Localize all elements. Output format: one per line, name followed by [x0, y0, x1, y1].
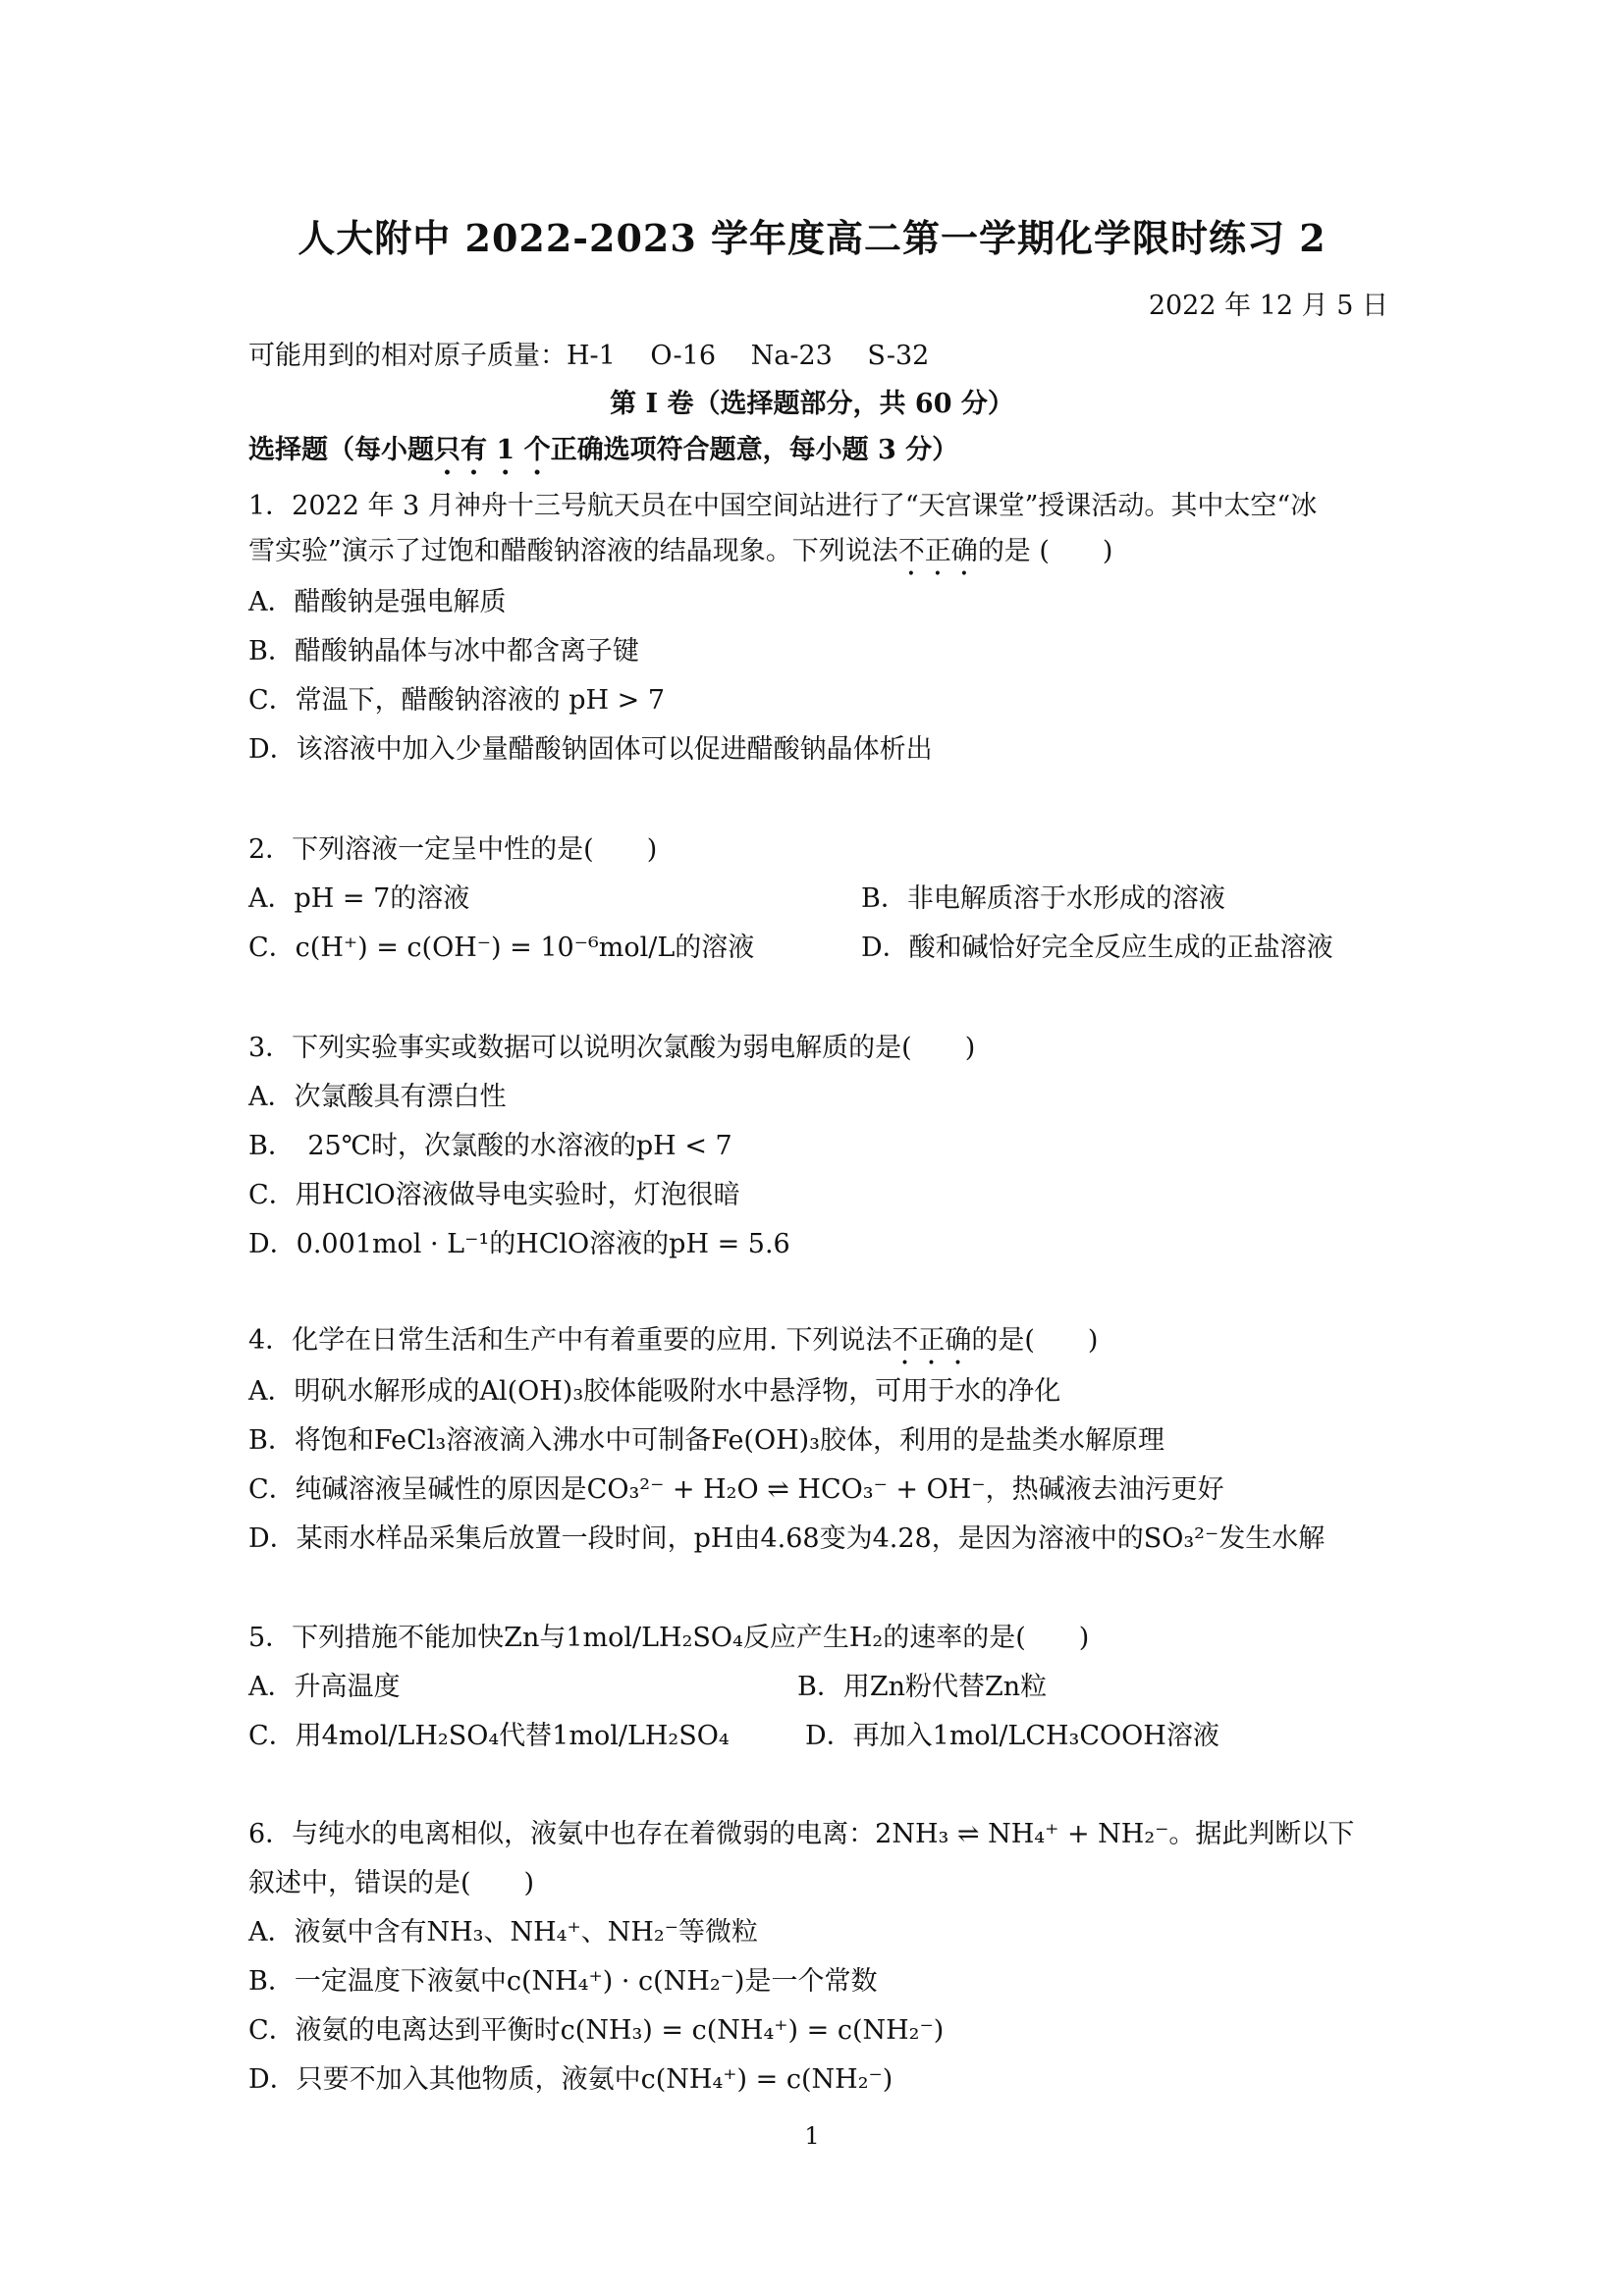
exam-title: 人大附中 2022-2023 学年度高二第一学期化学限时练习 2 [298, 216, 1326, 260]
exam-date: 2022 年 12 月 5 日 [1148, 291, 1388, 321]
instruction-post: 正确选项符合题意，每小题 3 分） [550, 435, 959, 465]
instruction-emph: 只有 1 个 [434, 435, 551, 465]
question-6-option-b: B．一定温度下液氨中c(NH₄⁺) · c(NH₂⁻)是一个常数 [248, 1966, 878, 1997]
question-2-line-1: 2．下列溶液一定呈中性的是( ) [248, 834, 658, 865]
question-3-option-c: C．用HClO溶液做导电实验时，灯泡很暗 [248, 1180, 740, 1210]
question-5-option-c: C．用4mol/LH₂SO₄代替1mol/LH₂SO₄ [248, 1721, 730, 1751]
question-6-option-c: C．液氨的电离达到平衡时c(NH₃) = c(NH₄⁺) = c(NH₂⁻) [248, 2015, 945, 2046]
question-1-option-a: A．醋酸钠是强电解质 [248, 587, 507, 617]
question-4-emph: 不正确 [892, 1325, 972, 1356]
question-6-option-d: D．只要不加入其他物质，液氨中c(NH₄⁺) = c(NH₂⁻) [248, 2064, 893, 2095]
question-3-option-d: D．0.001mol · L⁻¹的HClO溶液的pH = 5.6 [248, 1229, 790, 1259]
question-1-text-pre: 雪实验”演示了过饱和醋酸钠溶液的结晶现象。下列说法 [248, 536, 898, 566]
question-3-option-a: A．次氯酸具有漂白性 [248, 1082, 507, 1112]
page-number: 1 [804, 2122, 820, 2150]
atomic-masses-line: 可能用到的相对原子质量：H-1 O-16 Na-23 S-32 [248, 341, 930, 371]
instruction-line [248, 435, 958, 481]
question-3-line-1: 3．下列实验事实或数据可以说明次氯酸为弱电解质的是( ) [248, 1033, 976, 1063]
question-4-text-pre: 4．化学在日常生活和生产中有着重要的应用. 下列说法 [248, 1325, 893, 1356]
question-1-text-post: 的是 ( ) [977, 536, 1113, 566]
question-1-option-d: D．该溶液中加入少量醋酸钠固体可以促进醋酸钠晶体析出 [248, 734, 933, 765]
question-1-option-c: C．常温下，醋酸钠溶液的 pH > 7 [248, 685, 666, 716]
question-1-line-1 [248, 491, 1317, 522]
question-2-option-b: B．非电解质溶于水形成的溶液 [861, 883, 1225, 914]
question-4-option-d: D．某雨水样品采集后放置一段时间，pH由4.68变为4.28，是因为溶液中的SO₃²⁻发生水解 [248, 1523, 1326, 1554]
question-5-option-d: D．再加入1mol/LCH₃COOH溶液 [805, 1721, 1219, 1751]
question-6-option-a: A．液氨中含有NH₃、NH₄⁺、NH₂⁻等微粒 [248, 1917, 758, 1948]
question-2-option-a: A．pH = 7的溶液 [248, 883, 470, 914]
question-1-emph: 不正确 [897, 536, 978, 566]
question-2-option-d: D．酸和碱恰好完全反应生成的正盐溶液 [861, 933, 1333, 963]
question-1-option-b: B．醋酸钠晶体与冰中都含离子键 [248, 636, 639, 667]
question-1-line-2 [248, 536, 1112, 582]
question-1-text: 1．2022 年 3 月神舟十三号航天员在中国空间站进行了“天宫课堂”授课活动。其中太空“冰 [248, 491, 1318, 521]
question-4-option-c: C．纯碱溶液呈碱性的原因是CO₃²⁻ + H₂O ⇌ HCO₃⁻ + OH⁻，热碱液去油污更好 [248, 1474, 1224, 1505]
question-6-line-2: 叙述中，错误的是( ) [248, 1868, 535, 1898]
question-2-option-c: C．c(H⁺) = c(OH⁻) = 10⁻⁶mol/L的溶液 [248, 933, 755, 963]
question-4-option-a: A．明矾水解形成的Al(OH)₃胶体能吸附水中悬浮物，可用于水的净化 [248, 1376, 1061, 1407]
instruction-pre: 选择题（每小题 [248, 435, 434, 465]
question-5-option-b: B．用Zn粉代替Zn粒 [797, 1672, 1048, 1702]
question-5-option-a: A．升高温度 [248, 1672, 401, 1702]
question-6-line-1: 6．与纯水的电离相似，液氨中也存在着微弱的电离：2NH₃ ⇌ NH₄⁺ + NH₂⁻。据此判断以下 [248, 1819, 1355, 1849]
question-4-option-b: B．将饱和FeCl₃溶液滴入沸水中可制备Fe(OH)₃胶体，利用的是盐类水解原理 [248, 1425, 1165, 1456]
question-3-option-b: B． 25℃时，次氯酸的水溶液的pH < 7 [248, 1131, 732, 1161]
question-4-line-1 [248, 1325, 1098, 1371]
question-5-line-1: 5．下列措施不能加快Zn与1mol/LH₂SO₄反应产生H₂的速率的是( ) [248, 1623, 1090, 1653]
question-4-text-post: 的是( ) [971, 1325, 1099, 1356]
section-header: 第 I 卷（选择题部分，共 60 分） [610, 389, 1014, 419]
